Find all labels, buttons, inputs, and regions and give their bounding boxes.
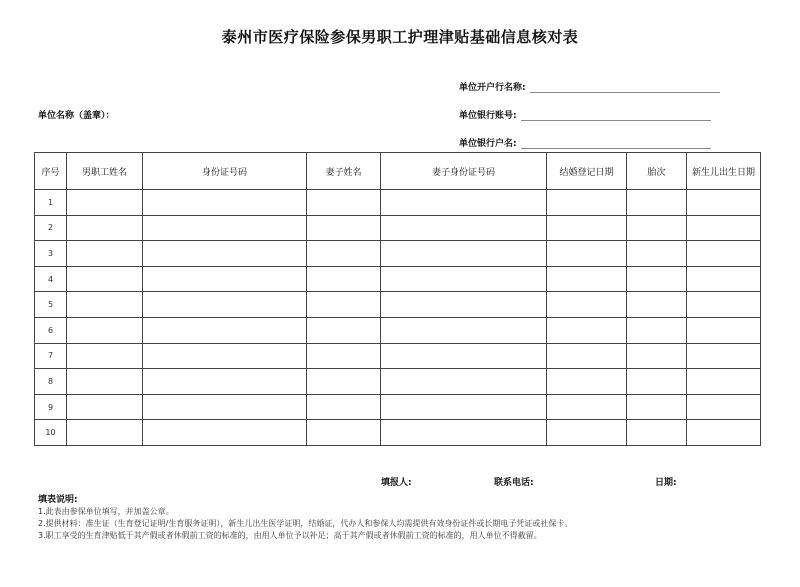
- table-cell[interactable]: [307, 241, 381, 267]
- bank-open-name-label: 单位开户行名称:: [459, 83, 526, 93]
- table-cell[interactable]: [687, 369, 761, 395]
- table-cell[interactable]: [687, 190, 761, 216]
- note-line: 1.此表由参保单位填写，并加盖公章。: [38, 507, 174, 516]
- bank-account-name-blank[interactable]: [521, 139, 711, 149]
- table-cell[interactable]: [67, 292, 143, 318]
- row-number: 4: [35, 266, 67, 292]
- table-cell[interactable]: [627, 317, 687, 343]
- table-cell[interactable]: [307, 394, 381, 420]
- bank-account-field: [459, 108, 711, 121]
- table-cell[interactable]: [143, 215, 307, 241]
- table-cell[interactable]: [547, 420, 627, 446]
- note-line: 2.提供材料：准生证（生育登记证明/生育服务证明），新生儿出生医学证明，结婚证，代办人和参保人均需提供有效身份证件或长期电子凭证或社保卡。: [38, 519, 573, 528]
- table-row: [35, 241, 761, 267]
- table-cell[interactable]: [67, 420, 143, 446]
- table-cell[interactable]: [687, 394, 761, 420]
- table-cell[interactable]: [143, 266, 307, 292]
- table-cell[interactable]: [307, 317, 381, 343]
- col-header: 妻子姓名: [307, 153, 381, 190]
- table-cell[interactable]: [627, 343, 687, 369]
- table-row: [35, 369, 761, 395]
- table-cell[interactable]: [67, 394, 143, 420]
- row-number: 1: [35, 190, 67, 216]
- info-table: [34, 152, 761, 446]
- col-header: 序号: [35, 153, 67, 190]
- table-cell[interactable]: [67, 343, 143, 369]
- notes-heading: 填表说明:: [38, 495, 78, 505]
- table-cell[interactable]: [67, 190, 143, 216]
- table-cell[interactable]: [307, 215, 381, 241]
- bank-open-name-blank[interactable]: [530, 83, 720, 93]
- table-cell[interactable]: [143, 292, 307, 318]
- table-cell[interactable]: [547, 266, 627, 292]
- row-number: 3: [35, 241, 67, 267]
- table-cell[interactable]: [687, 420, 761, 446]
- table-cell[interactable]: [381, 369, 547, 395]
- table-cell[interactable]: [381, 394, 547, 420]
- col-header: 胎次: [627, 153, 687, 190]
- table-cell[interactable]: [627, 215, 687, 241]
- row-number: 5: [35, 292, 67, 318]
- table-cell[interactable]: [143, 190, 307, 216]
- page-title: 泰州市医疗保险参保男职工护理津贴基础信息核对表: [221, 28, 579, 46]
- table-cell[interactable]: [547, 241, 627, 267]
- table-cell[interactable]: [67, 369, 143, 395]
- row-number: 10: [35, 420, 67, 446]
- table-cell[interactable]: [381, 266, 547, 292]
- table-row: [35, 292, 761, 318]
- bank-open-name-field: [459, 80, 720, 93]
- date-label: 日期:: [655, 478, 677, 488]
- table-cell[interactable]: [627, 420, 687, 446]
- table-cell[interactable]: [381, 241, 547, 267]
- row-number: 8: [35, 369, 67, 395]
- table-cell[interactable]: [381, 343, 547, 369]
- table-cell[interactable]: [627, 394, 687, 420]
- col-header: 新生儿出生日期: [687, 153, 761, 190]
- table-cell[interactable]: [381, 420, 547, 446]
- filler-label: 填报人:: [381, 478, 412, 488]
- row-number: 2: [35, 215, 67, 241]
- table-cell[interactable]: [307, 343, 381, 369]
- table-cell[interactable]: [547, 292, 627, 318]
- table-cell[interactable]: [307, 369, 381, 395]
- table-cell[interactable]: [381, 292, 547, 318]
- bank-account-name-label: 单位银行户名:: [459, 139, 517, 149]
- notes-section: [38, 494, 572, 542]
- table-cell[interactable]: [687, 266, 761, 292]
- bank-account-label: 单位银行账号:: [459, 111, 517, 121]
- col-header: 妻子身份证号码: [381, 153, 547, 190]
- table-cell[interactable]: [143, 317, 307, 343]
- table-row: [35, 394, 761, 420]
- table-row: [35, 420, 761, 446]
- row-number: 7: [35, 343, 67, 369]
- unit-name-label: 单位名称（盖章）：: [38, 111, 115, 121]
- table-cell[interactable]: [687, 241, 761, 267]
- table-cell[interactable]: [687, 215, 761, 241]
- table-cell[interactable]: [547, 394, 627, 420]
- table-cell[interactable]: [547, 343, 627, 369]
- table-cell[interactable]: [307, 292, 381, 318]
- col-header: 身份证号码: [143, 153, 307, 190]
- table-header-row: [35, 153, 761, 190]
- table-cell[interactable]: [687, 292, 761, 318]
- note-line: 3.职工享受的生育津贴低于其产假或者休假前工资的标准的，由用人单位予以补足；高于其产假或者休假前工资的标准的，用人单位不得截留。: [38, 531, 542, 540]
- bank-account-name-field: [459, 136, 711, 149]
- bank-account-blank[interactable]: [521, 111, 711, 121]
- table-cell[interactable]: [547, 369, 627, 395]
- row-number: 9: [35, 394, 67, 420]
- table-cell[interactable]: [627, 241, 687, 267]
- table-row: [35, 317, 761, 343]
- table-cell[interactable]: [381, 190, 547, 216]
- table-cell[interactable]: [307, 420, 381, 446]
- row-number: 6: [35, 317, 67, 343]
- table-cell[interactable]: [547, 215, 627, 241]
- table-cell[interactable]: [67, 317, 143, 343]
- phone-label: 联系电话:: [494, 478, 534, 488]
- table-cell[interactable]: [547, 190, 627, 216]
- table-cell[interactable]: [627, 292, 687, 318]
- table-cell[interactable]: [67, 241, 143, 267]
- table-cell[interactable]: [381, 317, 547, 343]
- table-row: [35, 266, 761, 292]
- table-cell[interactable]: [143, 420, 307, 446]
- table-cell[interactable]: [547, 317, 627, 343]
- col-header: 男职工姓名: [67, 153, 143, 190]
- table-cell[interactable]: [67, 215, 143, 241]
- table-cell[interactable]: [67, 266, 143, 292]
- col-header: 结婚登记日期: [547, 153, 627, 190]
- table-cell[interactable]: [307, 266, 381, 292]
- table-cell[interactable]: [381, 215, 547, 241]
- table-cell[interactable]: [627, 266, 687, 292]
- table-cell[interactable]: [143, 369, 307, 395]
- table-cell[interactable]: [687, 317, 761, 343]
- table-cell[interactable]: [143, 343, 307, 369]
- table-cell[interactable]: [687, 343, 761, 369]
- table-cell[interactable]: [627, 190, 687, 216]
- table-cell[interactable]: [143, 394, 307, 420]
- table-row: [35, 343, 761, 369]
- table-row: [35, 190, 761, 216]
- table-cell[interactable]: [143, 241, 307, 267]
- table-cell[interactable]: [307, 190, 381, 216]
- table-row: [35, 215, 761, 241]
- table-cell[interactable]: [627, 369, 687, 395]
